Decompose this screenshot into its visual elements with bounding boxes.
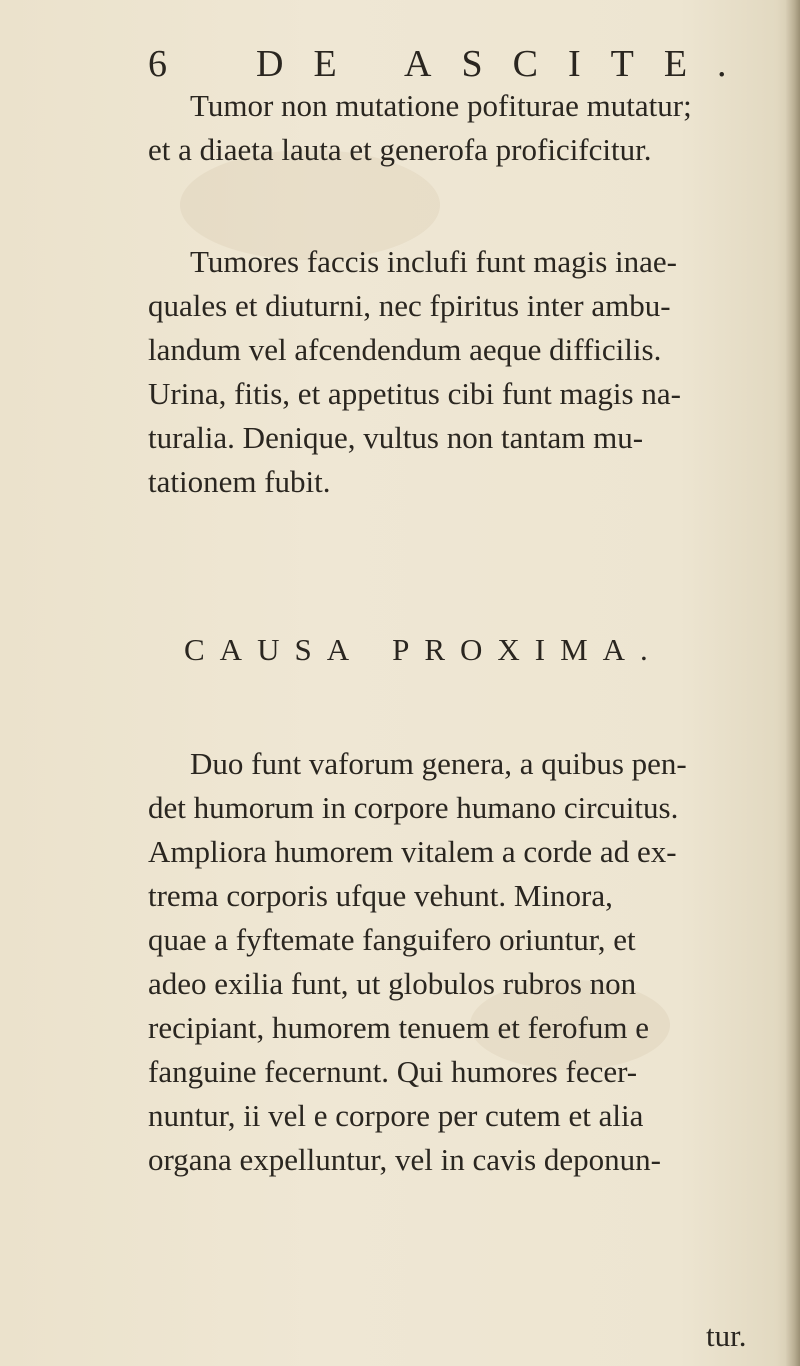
text-line: landum vel afcendendum aeque difficilis. (148, 332, 662, 367)
text-line: Duo funt vaforum genera, a quibus pen- (190, 746, 687, 781)
text-line: adeo exilia funt, ut globulos rubros non (148, 966, 637, 1001)
paragraph-1 (148, 84, 758, 172)
text-line: quae a fyftemate fanguifero oriuntur, et (148, 922, 636, 957)
section-heading (184, 632, 744, 668)
text-line: Ampliora humorem vitalem a corde ad ex- (148, 834, 677, 869)
text-line: quales et diuturni, nec fpiritus inter ambu- (148, 288, 671, 323)
text-line: Tumor non mutatione pofiturae mutatur; (190, 88, 692, 123)
text-line: et a diaeta lauta et generofa proficifcitur. (148, 132, 652, 167)
text-line: organa expelluntur, vel in cavis deponun- (148, 1142, 661, 1177)
text-line: recipiant, humorem tenuem et ferofum e (148, 1010, 649, 1045)
text-line: trema corporis ufque vehunt. Minora, (148, 878, 613, 913)
text-line: turalia. Denique, vultus non tantam mu- (148, 420, 644, 455)
text-line: tationem fubit. (148, 464, 331, 499)
heading-word-2: PROXIMA. (392, 632, 663, 667)
running-title: DE ASCITE. (256, 43, 757, 85)
text-line: Urina, fitis, et appetitus cibi funt magis na- (148, 376, 681, 411)
text-line: det humorum in corpore humano circuitus. (148, 790, 679, 825)
page-number: 6 (148, 43, 169, 85)
text-line: Tumores faccis inclufi funt magis inae- (190, 244, 677, 279)
heading-word-1: CAUSA (184, 632, 365, 667)
catchword: tur. (706, 1318, 747, 1353)
text-line: nuntur, ii vel e corpore per cutem et alia (148, 1098, 644, 1133)
page-edge (786, 0, 800, 1366)
paragraph-3 (148, 742, 758, 1182)
text-line: fanguine fecernunt. Qui humores fecer- (148, 1054, 638, 1089)
paragraph-2 (148, 240, 758, 504)
